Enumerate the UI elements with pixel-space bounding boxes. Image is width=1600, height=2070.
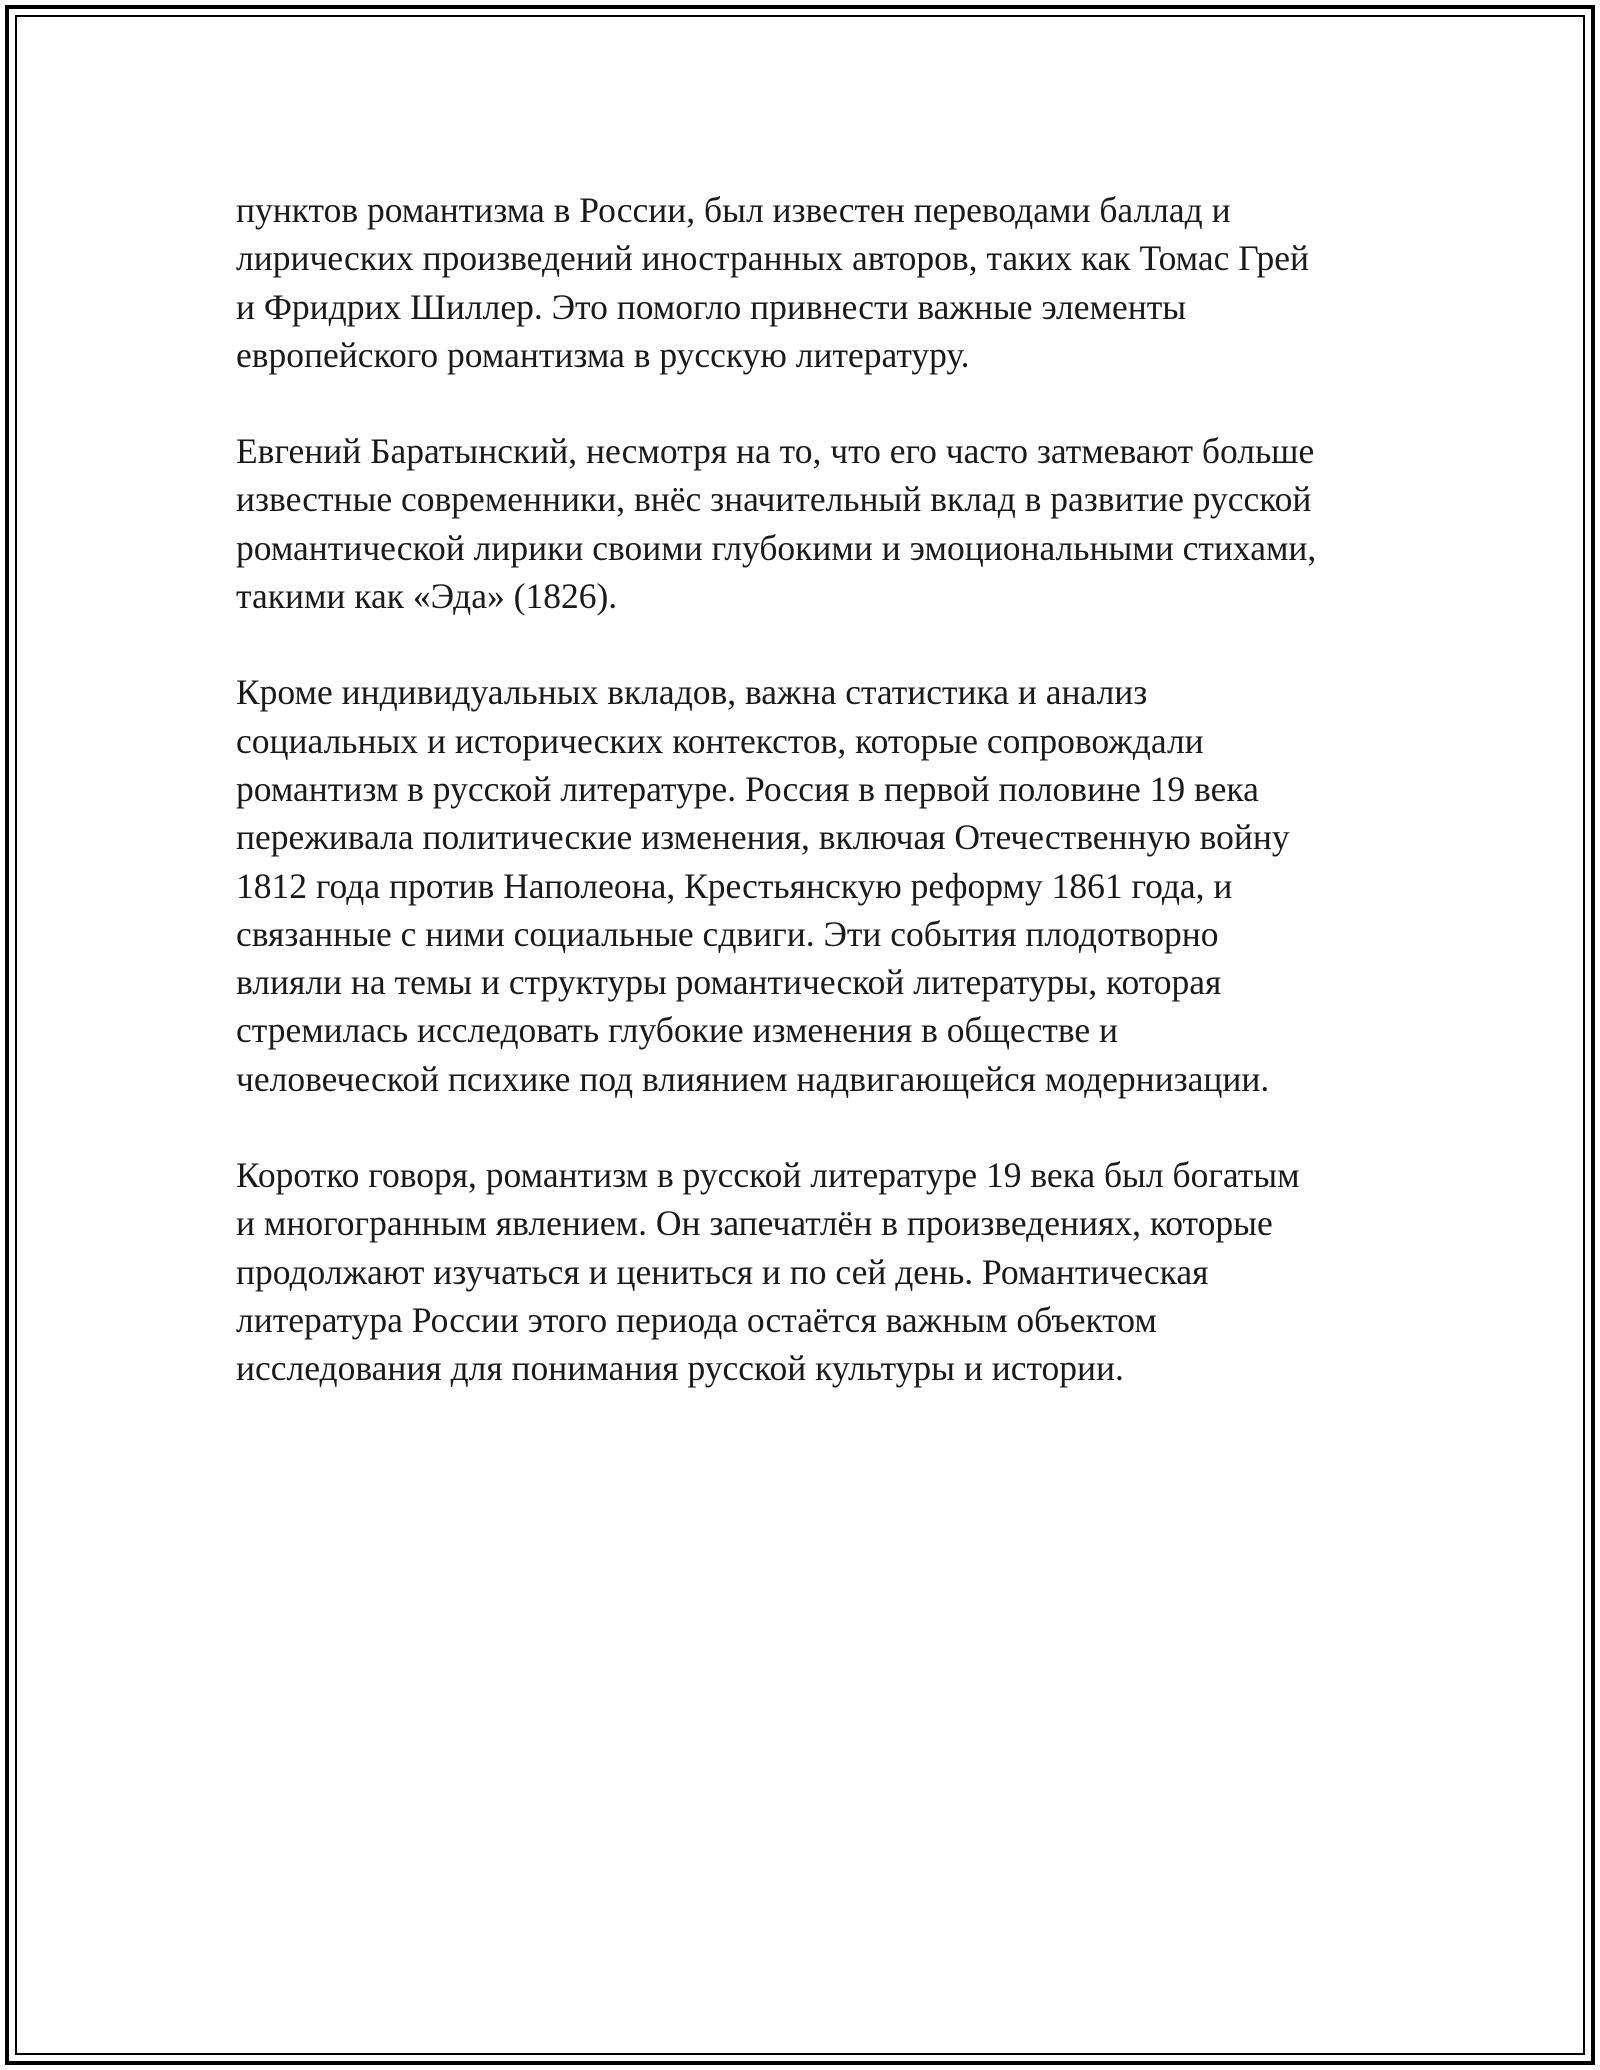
text-line: продолжают изучаться и цениться и по сей день. Романтическая: [236, 1251, 1209, 1292]
text-line: такими как «Эда» (1826).: [236, 576, 618, 617]
text-line: 1812 года против Наполеона, Крестьянскую реформу 1861 года, и: [236, 865, 1233, 906]
text-line: романтизм в русской литературе. Россия в первой половине 19 века: [236, 768, 1259, 809]
text-line: известные современники, внёс значительный вклад в развитие русской: [236, 479, 1312, 520]
paragraph-baratynsky: [236, 427, 1366, 620]
paragraph-conclusion: [236, 1151, 1366, 1392]
text-line: романтической лирики своими глубокими и эмоциональными стихами,: [236, 527, 1317, 568]
text-line: переживала политические изменения, включая Отечественную войну: [236, 817, 1290, 858]
text-line: человеческой психике под влиянием надвигающейся модернизации.: [236, 1058, 1270, 1099]
text-line: Кроме индивидуальных вкладов, важна статистика и анализ: [236, 672, 1148, 713]
document-body: [236, 186, 1366, 1441]
text-line: Евгений Баратынский, несмотря на то, что его часто затмевают больше: [236, 431, 1315, 472]
text-line: европейского романтизма в русскую литературу.: [236, 334, 970, 375]
paragraph-historical-context: [236, 668, 1366, 1103]
text-line: и многогранным явлением. Он запечатлён в произведениях, которые: [236, 1203, 1273, 1244]
text-line: пунктов романтизма в России, был известен переводами баллад и: [236, 190, 1231, 230]
text-line: литература России этого периода остаётся важным объектом: [236, 1299, 1157, 1340]
text-line: исследования для понимания русской культуры и истории.: [236, 1348, 1124, 1389]
text-line: Коротко говоря, романтизм в русской литературе 19 века был богатым: [236, 1155, 1300, 1196]
text-line: влияли на темы и структуры романтической литературы, которая: [236, 962, 1222, 1003]
paragraph-translations: [236, 186, 1366, 379]
text-line: и Фридрих Шиллер. Это помогло привнести важные элементы: [236, 286, 1187, 327]
text-line: социальных и исторических контекстов, которые сопровождали: [236, 720, 1204, 761]
text-line: стремилась исследовать глубокие изменения в обществе и: [236, 1010, 1119, 1051]
text-line: лирических произведений иностранных авторов, таких как Томас Грей: [236, 238, 1310, 279]
text-line: связанные с ними социальные сдвиги. Эти события плодотворно: [236, 913, 1219, 954]
